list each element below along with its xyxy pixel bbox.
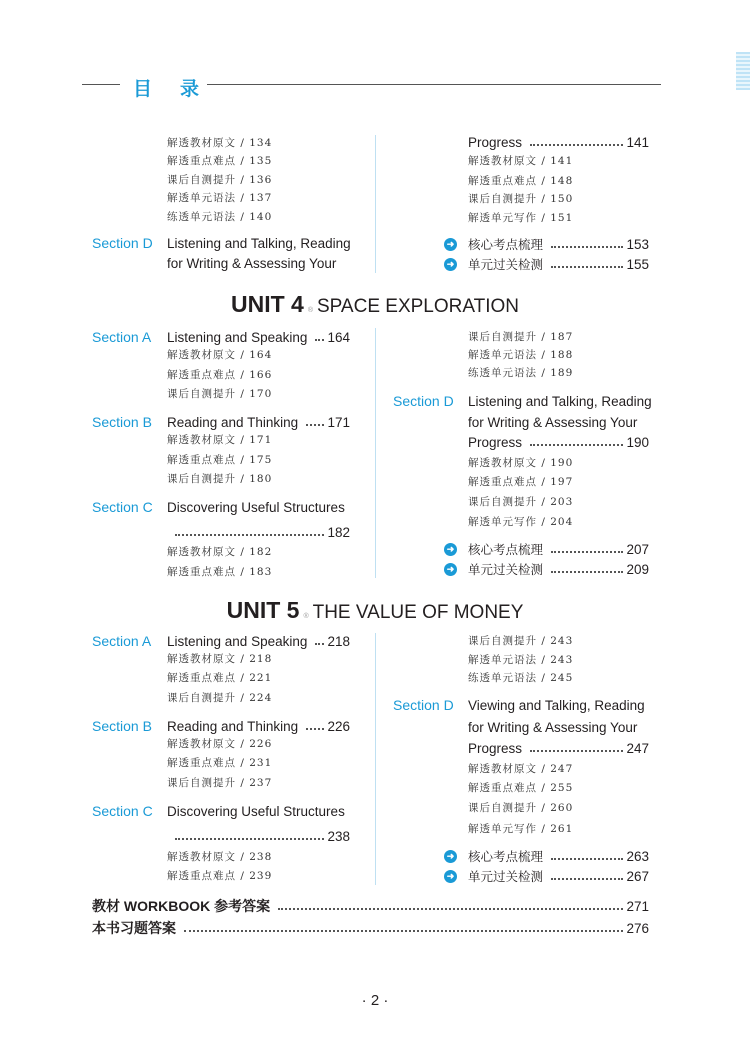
toc-subentry [393, 453, 649, 471]
entry-title: 核心考点梳理 [468, 237, 544, 252]
entry-title: 单元过关检测 [468, 562, 544, 577]
subentry-text: 解透教材原文 / 134 [167, 136, 273, 149]
subentry-text: 练透单元语法 / 140 [167, 210, 273, 223]
toc-subentry [92, 847, 350, 865]
arrow-circle-icon: ➜ [444, 563, 457, 576]
toc-entry[interactable] [393, 696, 649, 714]
entry-title: Discovering Useful Structures [167, 499, 345, 515]
page-ref: 207 [626, 541, 649, 557]
page-ref: 182 [327, 524, 350, 540]
subentry-text: 解透教材原文 / 247 [468, 762, 574, 775]
page-edge-tab [736, 52, 750, 90]
subentry-text: 解透重点难点 / 221 [167, 671, 273, 684]
subentry-text: 解透重点难点 / 135 [167, 154, 273, 167]
entry-title: Listening and Speaking [167, 633, 308, 649]
toc-subentry [393, 492, 649, 510]
page-ref: 267 [626, 868, 649, 884]
leader-dots [315, 643, 324, 645]
toc-entry[interactable] [92, 717, 350, 735]
toc-subentry [393, 512, 649, 530]
toc-subentry [393, 171, 649, 189]
toc-subentry [393, 631, 649, 649]
unit-number: UNIT 4 [230, 291, 304, 317]
page-ref: 276 [626, 920, 649, 936]
page-ref: 190 [626, 434, 649, 450]
toc-subentry [393, 798, 649, 816]
entry-title: Viewing and Talking, Reading [468, 697, 645, 713]
section-label: Section B [92, 718, 152, 734]
section-label: Section B [92, 414, 152, 430]
page-ref: 218 [327, 633, 350, 649]
toc-entry[interactable] [393, 392, 652, 410]
entry-title: 核心考点梳理 [468, 849, 544, 864]
label-spacer [393, 563, 468, 576]
toc-subentry [393, 819, 649, 837]
toc-subentry [92, 469, 350, 487]
subentry-text: 练透单元语法 / 245 [468, 671, 574, 684]
leader-dots [530, 750, 623, 752]
section-label: Section D [393, 393, 454, 409]
subentry-text: 解透单元语法 / 243 [468, 653, 574, 666]
unit-title: THE VALUE OF MONEY [312, 602, 524, 623]
arrow-circle-icon: ➜ [444, 870, 457, 883]
subentry-text: 课后自测提升 / 203 [468, 495, 574, 508]
subentry-text: 解透单元写作 / 151 [468, 211, 574, 224]
subentry-text: 解透重点难点 / 197 [468, 475, 574, 488]
subentry-text: 解透教材原文 / 226 [167, 737, 273, 750]
subentry-text: 课后自测提升 / 260 [468, 801, 574, 814]
leader-dots [175, 534, 324, 536]
entry-title: for Writing & Assessing Your [468, 719, 638, 735]
toc-subentry [92, 207, 350, 225]
leader-dots [551, 246, 623, 248]
toc-subentry [92, 649, 350, 667]
header-rule-left [82, 84, 120, 85]
toc-subentry [393, 472, 649, 490]
entry-title: 单元过关检测 [468, 257, 544, 272]
toc-review-entry[interactable] [393, 867, 649, 885]
leader-dots [551, 878, 623, 880]
unit-separator-icon: ® [307, 307, 313, 314]
subentry-text: 解透重点难点 / 175 [167, 453, 273, 466]
leader-dots [184, 930, 623, 932]
answers-label: 教材 WORKBOOK 参考答案 [92, 898, 271, 914]
leader-dots [306, 424, 324, 426]
page-ref: 153 [626, 236, 649, 252]
entry-title: for Writing & Assessing Your [167, 255, 337, 271]
label-spacer [393, 238, 468, 251]
subentry-text: 课后自测提升 / 136 [167, 173, 273, 186]
toc-entry[interactable] [92, 802, 350, 820]
toc-subentry [92, 151, 350, 169]
leader-dots [551, 858, 623, 860]
subentry-text: 解透教材原文 / 190 [468, 456, 574, 469]
subentry-text: 课后自测提升 / 187 [468, 330, 574, 343]
toc-subentry [92, 542, 350, 560]
subentry-text: 解透教材原文 / 218 [167, 652, 273, 665]
subentry-text: 解透重点难点 / 239 [167, 869, 273, 882]
entry-title: Reading and Thinking [167, 414, 299, 430]
subentry-text: 解透单元语法 / 137 [167, 191, 273, 204]
subentry-text: 课后自测提升 / 224 [167, 691, 273, 704]
section-label: Section A [92, 329, 152, 345]
entry-title: Listening and Talking, Reading [468, 393, 652, 409]
entry-title: Discovering Useful Structures [167, 803, 345, 819]
page-ref: 247 [626, 740, 649, 756]
leader-dots [530, 144, 623, 146]
entry-title: 核心考点梳理 [468, 542, 544, 557]
toc-subentry [92, 562, 350, 580]
toc-subentry [393, 759, 649, 777]
toc-subentry [92, 384, 350, 402]
subentry-text: 解透单元写作 / 204 [468, 515, 574, 528]
section-label: Section C [92, 499, 153, 515]
unit-heading [0, 597, 750, 625]
toc-entry[interactable] [92, 254, 350, 272]
label-spacer [393, 850, 468, 863]
toc-entry[interactable] [393, 718, 649, 736]
toc-subentry [393, 650, 649, 668]
toc-subentry [92, 668, 350, 686]
toc-entry[interactable] [92, 827, 350, 845]
entry-title: Listening and Talking, Reading [167, 235, 351, 251]
page-ref: 141 [626, 134, 649, 150]
toc-entry[interactable] [393, 433, 649, 451]
unit-separator-icon: ® [303, 613, 309, 620]
header-rule-right [207, 84, 661, 85]
toc-entry[interactable] [92, 498, 350, 516]
toc-subentry [92, 688, 350, 706]
unit-number: UNIT 5 [226, 597, 300, 623]
subentry-text: 课后自测提升 / 150 [468, 192, 574, 205]
toc-subentry [92, 866, 350, 884]
toc-subentry [393, 208, 649, 226]
toc-subentry [92, 734, 350, 752]
toc-review-entry[interactable] [393, 540, 649, 558]
toc-subentry [92, 753, 350, 771]
page-ref: 164 [327, 329, 350, 345]
toc-subentry [393, 778, 649, 796]
toc-entry[interactable] [393, 133, 649, 151]
toc-subentry [92, 773, 350, 791]
leader-dots [551, 571, 623, 573]
toc-entry[interactable] [393, 739, 649, 757]
toc-entry[interactable] [92, 632, 350, 650]
column-divider [375, 633, 376, 885]
subentry-text: 解透单元语法 / 188 [468, 348, 574, 361]
page-ref: 238 [327, 828, 350, 844]
toc-subentry [92, 345, 350, 363]
leader-dots [551, 266, 623, 268]
subentry-text: 解透教材原文 / 141 [468, 154, 574, 167]
toc-review-entry[interactable] [393, 235, 649, 253]
header-title-char-2: 录 [180, 78, 200, 100]
subentry-text: 解透重点难点 / 255 [468, 781, 574, 794]
subentry-text: 课后自测提升 / 237 [167, 776, 273, 789]
entry-title: for Writing & Assessing Your [468, 414, 638, 430]
toc-entry[interactable] [92, 328, 350, 346]
page-ref: 209 [626, 561, 649, 577]
leader-dots [278, 908, 623, 910]
toc-review-entry[interactable] [393, 847, 649, 865]
section-label: Section D [393, 697, 454, 713]
toc-subentry [393, 363, 649, 381]
toc-entry[interactable] [92, 523, 350, 541]
section-label: Section C [92, 803, 153, 819]
page-ref: 271 [626, 898, 649, 914]
subentry-text: 解透教材原文 / 171 [167, 433, 273, 446]
entry-title: Progress [468, 434, 523, 450]
unit-heading [0, 291, 750, 319]
subentry-text: 课后自测提升 / 180 [167, 472, 273, 485]
subentry-text: 解透重点难点 / 148 [468, 174, 574, 187]
page-ref: 155 [626, 256, 649, 272]
section-label: Section A [92, 633, 152, 649]
toc-review-entry[interactable] [393, 560, 649, 578]
subentry-text: 解透单元写作 / 261 [468, 822, 574, 835]
toc-subentry [393, 327, 649, 345]
entry-title: Reading and Thinking [167, 718, 299, 734]
entry-title: Progress [468, 740, 523, 756]
subentry-text: 课后自测提升 / 243 [468, 634, 574, 647]
label-spacer [393, 543, 468, 556]
entry-title: Listening and Speaking [167, 329, 308, 345]
label-spacer [393, 870, 468, 883]
toc-subentry [92, 430, 350, 448]
subentry-text: 练透单元语法 / 189 [468, 366, 574, 379]
arrow-circle-icon: ➜ [444, 258, 457, 271]
leader-dots [175, 838, 324, 840]
answers-entry-exercises[interactable] [92, 918, 649, 938]
toc-entry[interactable] [393, 413, 649, 431]
leader-dots [551, 551, 623, 553]
leader-dots [306, 728, 324, 730]
toc-subentry [393, 151, 649, 169]
toc-subentry [92, 170, 350, 188]
entry-title: Progress [468, 134, 523, 150]
subentry-text: 解透教材原文 / 164 [167, 348, 273, 361]
subentry-text: 解透教材原文 / 238 [167, 850, 273, 863]
toc-subentry [92, 133, 350, 151]
arrow-circle-icon: ➜ [444, 238, 457, 251]
subentry-text: 解透教材原文 / 182 [167, 545, 273, 558]
answers-label: 本书习题答案 [92, 920, 176, 936]
page-ref: 263 [626, 848, 649, 864]
page-number: · 2 · [361, 992, 389, 1009]
entry-title: 单元过关检测 [468, 869, 544, 884]
answers-entry-workbook[interactable] [92, 896, 649, 916]
section-label: Section D [92, 235, 153, 251]
subentry-text: 解透重点难点 / 231 [167, 756, 273, 769]
toc-review-entry[interactable] [393, 255, 649, 273]
subentry-text: 课后自测提升 / 170 [167, 387, 273, 400]
arrow-circle-icon: ➜ [444, 850, 457, 863]
page-ref: 226 [327, 718, 350, 734]
unit-title: SPACE EXPLORATION [317, 296, 520, 317]
leader-dots [315, 339, 324, 341]
page-ref: 171 [327, 414, 350, 430]
arrow-circle-icon: ➜ [444, 543, 457, 556]
toc-subentry [92, 188, 350, 206]
subentry-text: 解透重点难点 / 166 [167, 368, 273, 381]
label-spacer [393, 258, 468, 271]
header-title-char-1: 目 [133, 78, 153, 100]
toc-entry[interactable] [92, 234, 350, 252]
toc-subentry [92, 450, 350, 468]
toc-subentry [92, 365, 350, 383]
column-divider [375, 328, 376, 578]
column-divider [375, 135, 376, 273]
subentry-text: 解透重点难点 / 183 [167, 565, 273, 578]
toc-subentry [393, 189, 649, 207]
toc-subentry [393, 345, 649, 363]
toc-subentry [393, 668, 649, 686]
leader-dots [530, 444, 623, 446]
toc-entry[interactable] [92, 413, 350, 431]
